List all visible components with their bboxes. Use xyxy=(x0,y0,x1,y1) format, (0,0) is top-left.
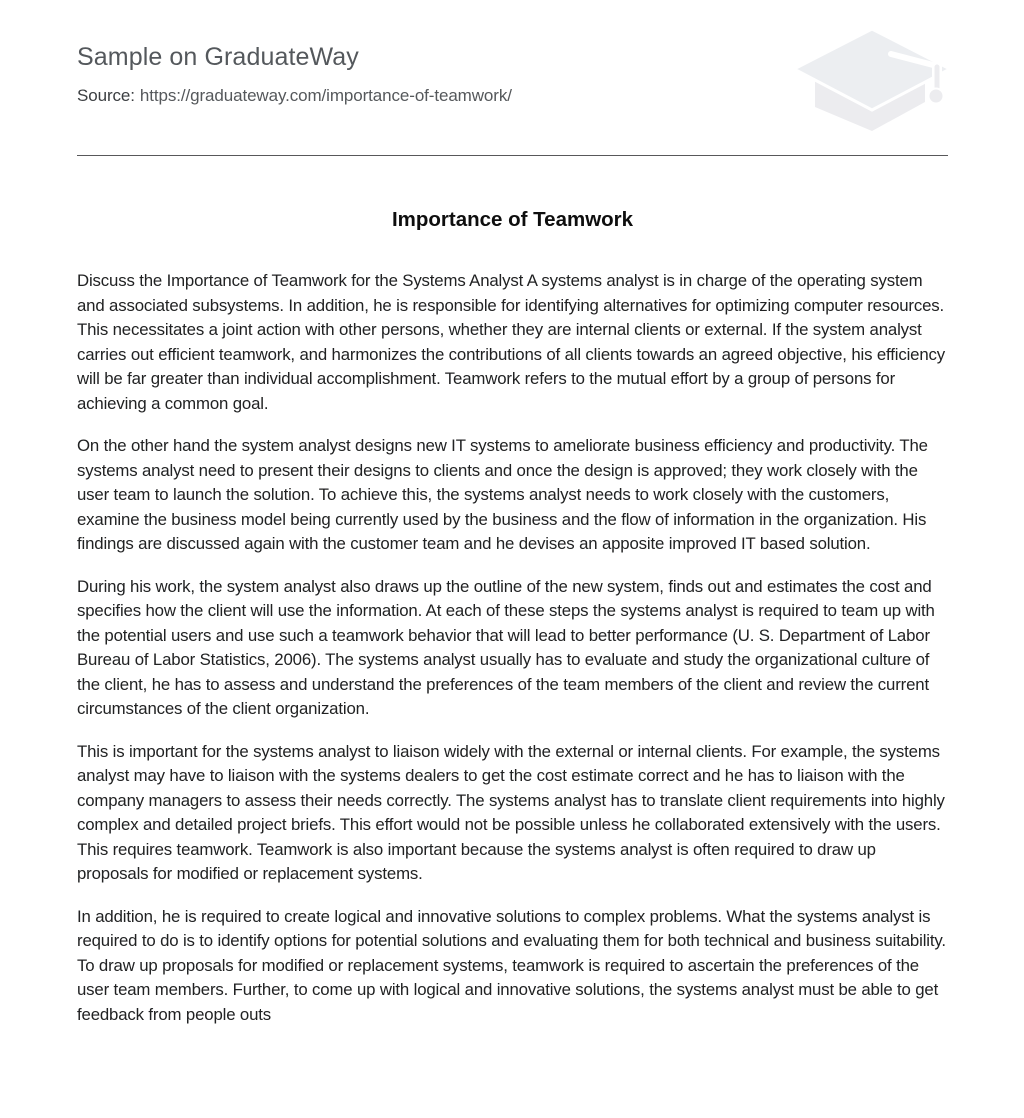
source-url-link[interactable]: https://graduateway.com/importance-of-teamwork/ xyxy=(139,86,512,105)
essay-paragraph-5: In addition, he is required to create logical and innovative solutions to complex problems. What the systems analyst is required to do is to identify options for potential solutions and evaluating them for both technical and business suitability. To draw up proposals for modified or replacement systems, teamwork is required to ascertain the preferences of the user team members. Further, to come up with logical and innovative solutions, the systems analyst must be able to get feedback from people outs xyxy=(77,906,946,1024)
source-label: Source: xyxy=(77,86,135,105)
essay-title: Importance of Teamwork xyxy=(391,208,634,231)
essay-paragraph-4: This is important for the systems analyst to liaison widely with the external or internal clients. For example, the systems analyst may have to liaison with the systems dealers to get the cost estimate correct and he has to liaison with the company managers to assess their needs correctly. The systems analyst has to translate client requirements into highly complex and detailed project briefs. This effort would not be possible unless he collaborated extensively with the users. This requires teamwork. Teamwork is also important because the systems analyst is often required to draw up proposals for modified or replacement systems. xyxy=(77,741,945,883)
graduation-cap-icon xyxy=(792,26,952,141)
essay-body xyxy=(77,269,948,1027)
essay-paragraph-2: On the other hand the system analyst designs new IT systems to ameliorate business efficiency and productivity. The systems analyst need to present their designs to clients and once the design is approved; they work closely with the user team to launch the solution. To achieve this, the systems analyst needs to work closely with the customers, examine the business model being currently used by the business and the flow of information in the organization. His findings are discussed again with the customer team and he devises an apposite improved IT based solution. xyxy=(77,436,928,553)
essay-article xyxy=(77,207,948,1045)
essay-paragraph-1: Discuss the Importance of Teamwork for the Systems Analyst A systems analyst is in charge of the operating system and associated subsystems. In addition, he is responsible for identifying alternatives for optimizing computer resources. This necessitates a joint action with other persons, whether they are internal clients or external. If the system analyst carries out efficient teamwork, and harmonizes the contributions of all clients towards an agreed objective, his efficiency will be far greater than individual accomplishment. Teamwork refers to the mutual effort by a group of persons for achieving a common goal. xyxy=(77,271,945,413)
essay-paragraph-3: During his work, the system analyst also draws up the outline of the new system, finds out and estimates the cost and specifies how the client will use the information. At each of these steps the systems analyst is required to team up with the potential users and use such a teamwork behavior that will lead to better performance (U. S. Department of Labor Bureau of Labor Statistics, 2006). The systems analyst usually has to evaluate and study the organizational culture of the client, he has to assess and understand the preferences of the team members of the client and review the current circumstances of the client organization. xyxy=(77,576,935,718)
sample-heading: Sample on GraduateWay xyxy=(77,43,359,71)
divider xyxy=(77,155,948,156)
